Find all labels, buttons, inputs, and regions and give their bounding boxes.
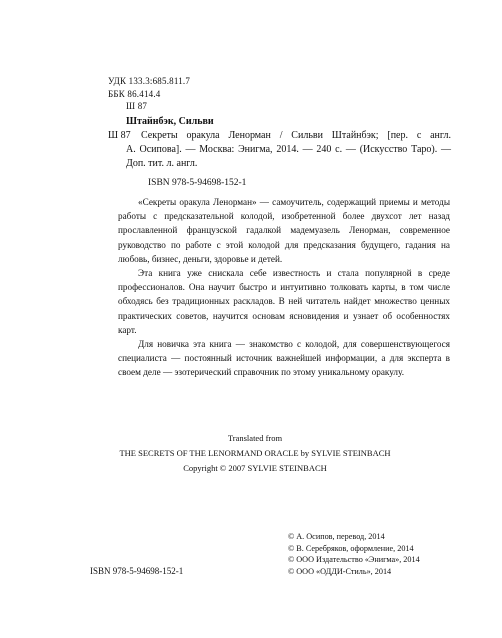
entry-mark: Ш 87: [108, 130, 131, 141]
copyright-line: © А. Осипов, перевод, 2014: [288, 532, 385, 541]
udk-code: УДК 133.3:685.811.7: [108, 76, 191, 86]
annotation: [118, 195, 450, 380]
translated-from-label: Translated from: [227, 433, 283, 443]
original-copyright: Copyright © 2007 SYLVIE STEINBACH: [183, 463, 327, 473]
copyright-line: © В. Серебряков, оформление, 2014: [288, 543, 414, 553]
copyright-line: © ООО «ОДДИ-Стиль», 2014: [288, 566, 392, 576]
annotation-paragraph-1: «Секреты оракула Ленорман» — самоучитель, содержащий приемы и методы работы с предсказательной колодой, изобретенной более двухсот лет назад прославленной французской гадалкой мадемуазель Ленорман, современное руководство по работе с этой колодой для предсказания будущего, гадания на любовь, бизнес, деньги, здоровье и детей.: [118, 197, 450, 264]
copyright-block: [288, 531, 420, 577]
annotation-paragraph-2: Эта книга уже снискала себе известность и стала популярной в среде профессионалов. Она научит быстро и интуитивно толковать карты, в том числе обходясь без традиционных раскладов. В ней читатель найдет множество ценных практических советов, научится основам ясновидения и узнает об особенностях карт.: [118, 268, 450, 335]
bbk-code: ББК 86.414.4: [108, 89, 161, 99]
entry-isbn: ISBN 978-5-94698-152-1: [148, 178, 247, 188]
author-heading: Штайнбэк, Сильви: [126, 116, 214, 127]
footer-isbn: ISBN 978-5-94698-152-1: [90, 566, 184, 576]
annotation-paragraph-3: Для новичка эта книга — знакомство с колодой, для совершенствующегося специалиста — постоянный источник важнейшей информации, а для эксперта в своем деле — эзотерический справочник по этому уникальному оракулу.: [118, 339, 450, 378]
translation-block: [100, 431, 410, 476]
copyright-line: © ООО Издательство «Энигма», 2014: [288, 555, 420, 564]
description-line-1: Секреты оракула Ленорман / Сильви Штайнбэк; [пер. с англ.: [141, 130, 451, 141]
author-mark: Ш 87: [126, 101, 148, 111]
original-title: THE SECRETS OF THE LENORMAND ORACLE by SYLVIE STEINBACH: [119, 448, 391, 458]
description-line-2: А. Осипова]. — Москва: Энигма, 2014. — 240 с. — (Искусство Таро). —: [126, 144, 451, 155]
description-line-3: Доп. тит. л. англ.: [126, 158, 198, 169]
